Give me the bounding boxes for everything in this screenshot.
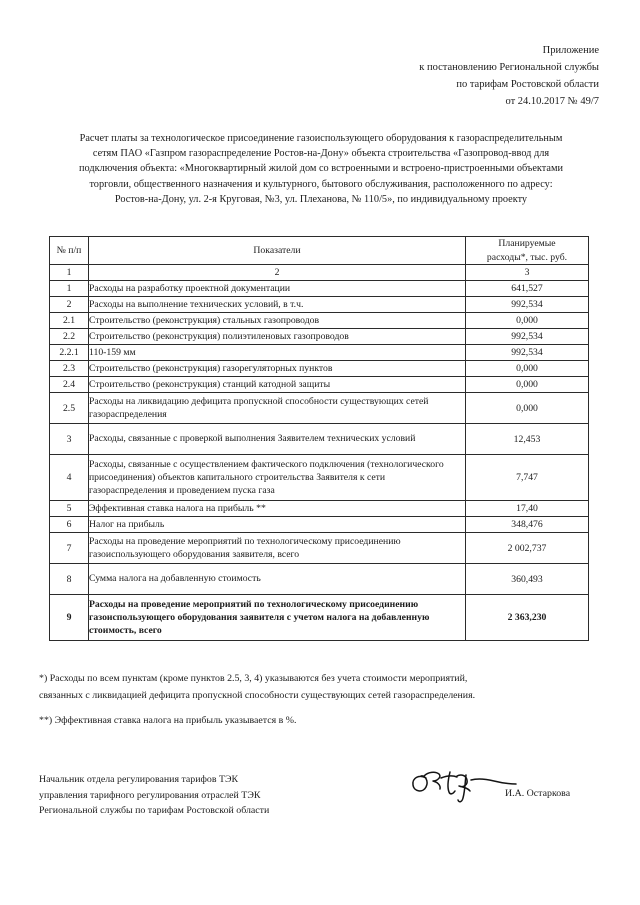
row-indicator: Налог на прибыль <box>89 517 466 533</box>
signatory-position-line-2: управления тарифного регулирования отраслей ТЭК <box>39 789 261 801</box>
row-number: 2.2.1 <box>50 345 89 361</box>
title-line-5: Ростов-на-Дону, ул. 2-я Круговая, №3, ул. Плеханова, № 110/5», по индивидуальному проекту <box>114 193 528 205</box>
table-row <box>50 345 589 361</box>
table-row <box>50 377 589 393</box>
footnotes <box>39 671 599 730</box>
row-indicator: 110-159 мм <box>89 345 466 361</box>
row-value: 992,534 <box>466 297 589 313</box>
table-row <box>50 361 589 377</box>
table-row <box>50 533 589 564</box>
column-number-row <box>50 265 589 281</box>
table-row <box>50 313 589 329</box>
row-value: 348,476 <box>466 517 589 533</box>
row-indicator: Строительство (реконструкция) полиэтиленовых газопроводов <box>89 329 466 345</box>
column-header-number: № п/п <box>50 237 89 265</box>
page-title <box>38 131 604 207</box>
row-indicator: Расходы на разработку проектной документации <box>89 281 466 297</box>
row-number: 9 <box>50 595 89 641</box>
header-line-resolution: к постановлению Региональной службы <box>419 62 599 73</box>
table-row <box>50 393 589 424</box>
row-number: 6 <box>50 517 89 533</box>
footnote-1-line-1: *) Расходы по всем пунктам (кроме пунктов 2.5, 3, 4) указываются без учета стоимости мероприятий, <box>39 673 468 684</box>
table-row <box>50 564 589 595</box>
row-indicator: Эффективная ставка налога на прибыль ** <box>89 501 466 517</box>
handwritten-signature-icon <box>408 766 523 806</box>
signatory-position-line-1: Начальник отдела регулирования тарифов ТЭК <box>39 774 239 785</box>
title-line-1: Расчет платы за технологическое присоединение газоиспользующего оборудования к газораспределительным <box>79 133 563 144</box>
row-number: 2.4 <box>50 377 89 393</box>
header-line-authority: по тарифам Ростовской области <box>456 79 599 90</box>
column-number-2: 2 <box>89 265 466 281</box>
row-number: 2.2 <box>50 329 89 345</box>
column-number-1: 1 <box>50 265 89 281</box>
signatory-position-line-3: Региональной службы по тарифам Ростовской области <box>39 805 270 816</box>
row-indicator: Расходы на выполнение технических условий, в т.ч. <box>89 297 466 313</box>
row-indicator: Расходы на проведение мероприятий по технологическому присоединению газоиспользующего оборудования заявителя с учетом налога на добавленную стоимость, всего <box>89 595 466 641</box>
row-indicator: Расходы, связанные с проверкой выполнения Заявителем технических условий <box>89 424 466 455</box>
row-number: 4 <box>50 455 89 501</box>
row-value: 360,493 <box>466 564 589 595</box>
row-indicator: Строительство (реконструкция) газорегуляторных пунктов <box>89 361 466 377</box>
row-indicator: Расходы на проведение мероприятий по технологическому присоединению газоиспользующего оборудования заявителя, всего <box>89 533 466 564</box>
row-number: 2.5 <box>50 393 89 424</box>
table-row <box>50 595 589 641</box>
footnote-1-line-2: связанных с ликвидацией дефицита пропускной способности существующих сетей газораспределения. <box>39 689 476 701</box>
row-indicator: Расходы на ликвидацию дефицита пропускной способности существующих сетей газораспределения <box>89 393 466 424</box>
table-header-row <box>50 237 589 265</box>
row-value: 0,000 <box>466 393 589 424</box>
table-row <box>50 329 589 345</box>
row-value: 0,000 <box>466 313 589 329</box>
row-value: 992,534 <box>466 345 589 361</box>
column-number-3: 3 <box>466 265 589 281</box>
row-value: 0,000 <box>466 361 589 377</box>
row-value: 641,527 <box>466 281 589 297</box>
row-number: 2 <box>50 297 89 313</box>
table-header <box>50 237 589 281</box>
table-row <box>50 424 589 455</box>
title-line-2: сетям ПАО «Газпром газораспределение Ростов-на-Дону» объекта строительства «Газопровод-ввод для <box>92 148 550 160</box>
column-header-value-line2: расходы*, тыс. руб. <box>486 251 568 263</box>
row-number: 2.1 <box>50 313 89 329</box>
header-line-date-number: от 24.10.2017 № 49/7 <box>505 96 599 107</box>
table-row <box>50 281 589 297</box>
row-value: 2 363,230 <box>466 595 589 641</box>
cost-table <box>49 236 589 641</box>
row-value: 992,534 <box>466 329 589 345</box>
row-value: 0,000 <box>466 377 589 393</box>
column-header-value <box>466 237 589 265</box>
title-line-4: торговли, общественного назначения и культурного, бытового обслуживания, расположенного по адресу: <box>89 178 553 190</box>
table-row <box>50 501 589 517</box>
row-indicator: Сумма налога на добавленную стоимость <box>89 564 466 595</box>
row-number: 3 <box>50 424 89 455</box>
row-number: 8 <box>50 564 89 595</box>
table-row <box>50 297 589 313</box>
row-indicator: Расходы, связанные с осуществлением фактического подключения (технологического присоединения) объектов капитального строительства Заявителя к сети газораспределения и проведением пуска газа <box>89 455 466 501</box>
row-value: 17,40 <box>466 501 589 517</box>
column-header-value-line1: Планируемые <box>498 238 556 249</box>
title-line-3: подключения объекта: «Многоквартирный жилой дом со встроенными и встроено-пристроенными объектами <box>79 163 563 175</box>
table-row <box>50 455 589 501</box>
cost-table-wrapper <box>49 236 588 641</box>
signatory-position <box>39 772 269 819</box>
column-header-indicator: Показатели <box>89 237 466 265</box>
footnote-2: **) Эффективная ставка налога на прибыль указывается в %. <box>39 715 297 726</box>
table-body <box>50 281 589 641</box>
row-number: 2.3 <box>50 361 89 377</box>
document-header <box>279 42 599 110</box>
row-value: 7,747 <box>466 455 589 501</box>
row-value: 2 002,737 <box>466 533 589 564</box>
row-value: 12,453 <box>466 424 589 455</box>
row-indicator: Строительство (реконструкция) станций катодной защиты <box>89 377 466 393</box>
row-number: 5 <box>50 501 89 517</box>
row-number: 7 <box>50 533 89 564</box>
header-line-appendix: Приложение <box>542 45 599 56</box>
signatory-name: И.А. Остаркова <box>505 788 571 799</box>
table-row <box>50 517 589 533</box>
row-indicator: Строительство (реконструкция) стальных газопроводов <box>89 313 466 329</box>
row-number: 1 <box>50 281 89 297</box>
signature-block <box>39 772 599 832</box>
